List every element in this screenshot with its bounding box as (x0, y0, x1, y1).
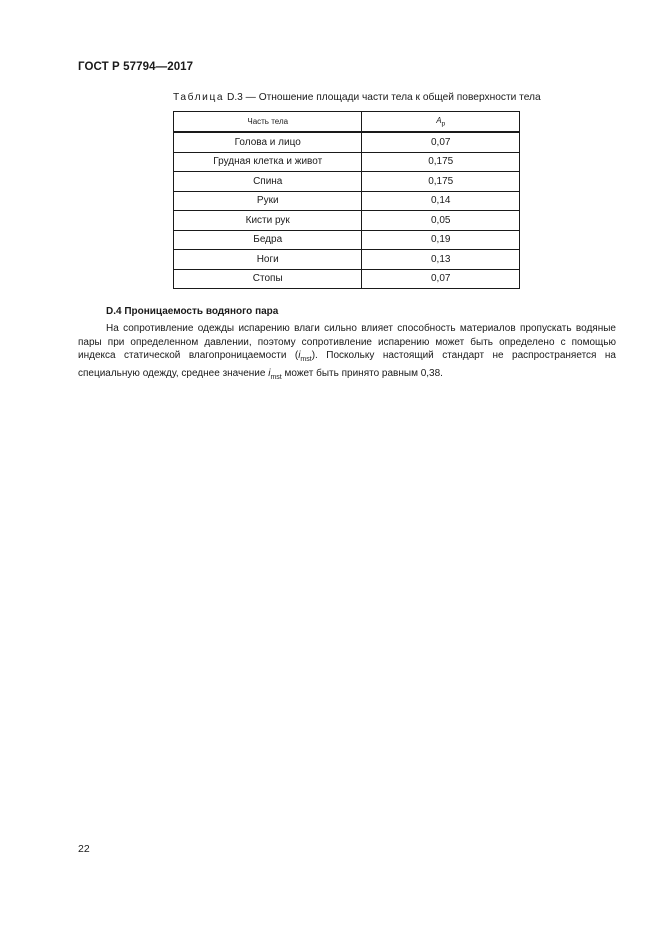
cell-part: Бедра (174, 230, 362, 250)
cell-part: Спина (174, 172, 362, 192)
cell-part: Руки (174, 191, 362, 211)
cell-value: 0,175 (362, 152, 520, 172)
paragraph-text-3: может быть принято равным 0,38. (281, 367, 443, 379)
table-row (174, 191, 520, 211)
cell-value: 0,07 (362, 269, 520, 289)
page-number: 22 (78, 843, 90, 855)
section-heading: D.4 Проницаемость водяного пара (106, 306, 279, 317)
table-caption-label: Таблица (173, 92, 225, 103)
cell-part: Ноги (174, 250, 362, 270)
table-row (174, 132, 520, 152)
table-row (174, 269, 520, 289)
symbol-subscript: mst (300, 356, 312, 363)
table-row (174, 211, 520, 231)
section-paragraph (78, 322, 616, 384)
cell-value: 0,05 (362, 211, 520, 231)
cell-value: 0,07 (362, 132, 520, 152)
cell-value: 0,14 (362, 191, 520, 211)
table-caption-text: D.3 — Отношение площади части тела к общей поверхности тела (224, 92, 541, 103)
table-row (174, 172, 520, 192)
cell-value: 0,13 (362, 250, 520, 270)
table-row (174, 250, 520, 270)
symbol-i: i (298, 350, 301, 361)
document-code: ГОСТ Р 57794—2017 (78, 61, 194, 73)
cell-value: 0,19 (362, 230, 520, 250)
table-caption (173, 92, 541, 103)
cell-value: 0,175 (362, 172, 520, 192)
cell-part: Стопы (174, 269, 362, 289)
table-row (174, 152, 520, 172)
paragraph-text-1: На сопротивление одежды испарению влаги сильно влияет способность материалов пропускать водяные пары при определенном давлении, поэтому сопротивление испарению может быть определено с помощью индекса статической влагопроницаемости ( (78, 323, 616, 361)
cell-part: Кисти рук (174, 211, 362, 231)
column-header-value (362, 112, 520, 133)
symbol-subscript: mst (270, 373, 282, 381)
symbol-i: i (268, 367, 271, 379)
paragraph-text-2: ). Поскольку настоящий стандарт не распространяется на специальную одежду, среднее значение (78, 350, 616, 379)
value-symbol: A (436, 115, 442, 125)
table-header-row (174, 112, 520, 133)
cell-part: Голова и лицо (174, 132, 362, 152)
column-header-part: Часть тела (174, 112, 362, 133)
table-row (174, 230, 520, 250)
body-area-table (173, 111, 520, 289)
value-symbol-subscript: p (441, 120, 446, 128)
cell-part: Грудная клетка и живот (174, 152, 362, 172)
